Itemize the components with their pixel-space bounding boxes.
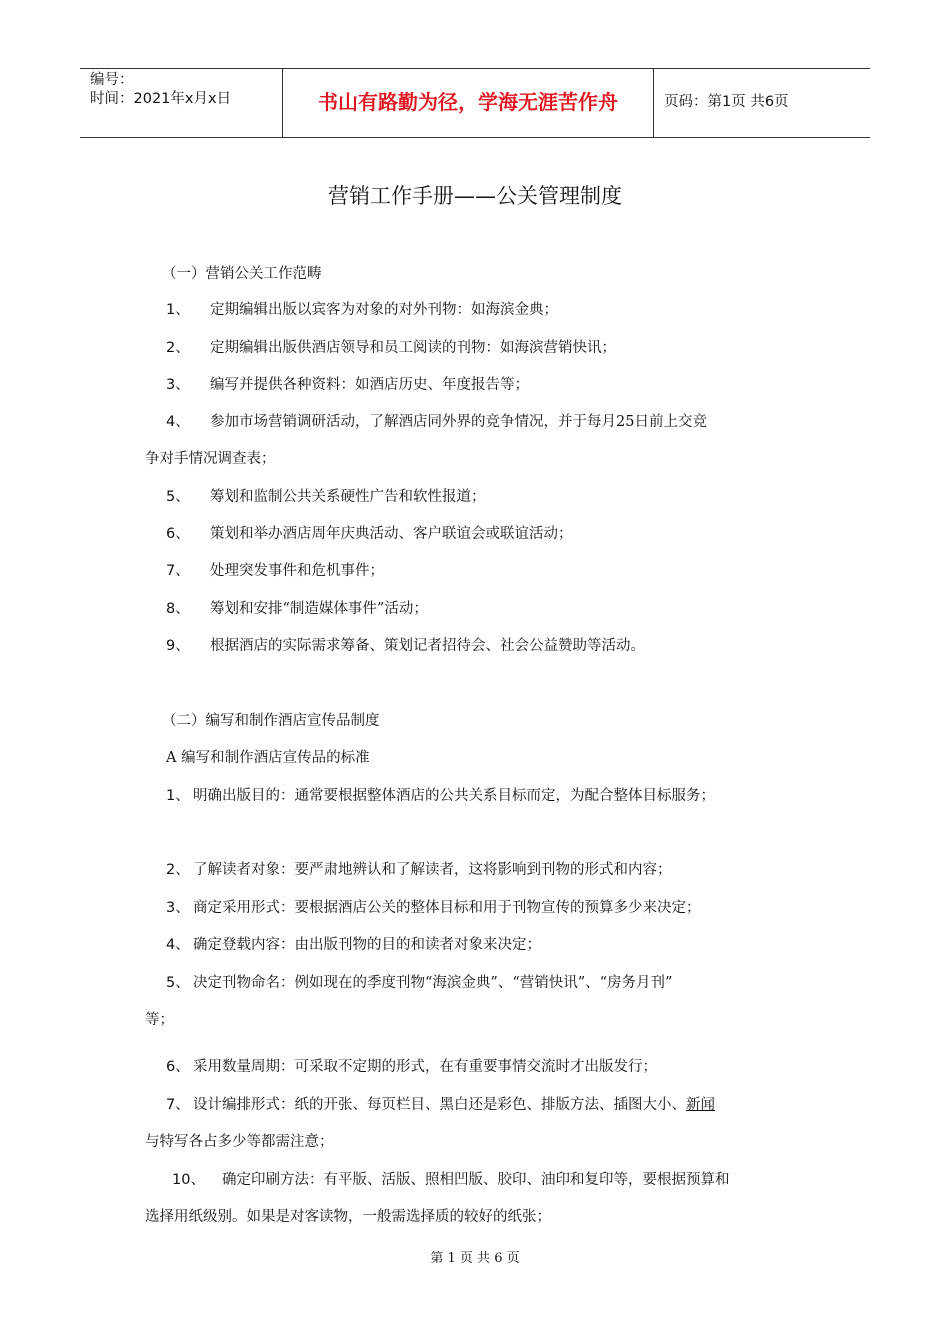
list-item-number: 3、 — [166, 900, 190, 916]
document-date-label: 时间：2021年x月x日 — [90, 91, 232, 107]
list-item-number: 9、 — [166, 638, 190, 654]
document-number-label: 编号： — [90, 72, 134, 88]
list-item-text: 决定刊物命名：例如现在的季度刊物“海滨金典”、“营销快讯”、“房务月刊” — [193, 975, 673, 991]
section1-heading: （一）营销公关工作范畴 — [162, 266, 322, 282]
news-link[interactable]: 新闻 — [686, 1097, 715, 1113]
section2-heading: （二）编写和制作酒店宣传品制度 — [162, 713, 380, 729]
list-item-text: 根据酒店的实际需求筹备、策划记者招待会、社会公益赞助等活动。 — [210, 638, 645, 654]
list-item-number: 8、 — [166, 601, 190, 617]
list-item-text: 编写并提供各种资料：如酒店历史、年度报告等； — [210, 377, 529, 393]
header-meta — [80, 69, 282, 137]
list-item-number: 6、 — [166, 1059, 190, 1075]
list-item-number: 2、 — [166, 340, 190, 356]
list-item-number: 2、 — [166, 862, 190, 878]
list-item-number: 5、 — [166, 975, 190, 991]
list-item-number: 10、 — [172, 1172, 205, 1188]
list-item-text: 筹划和监制公共关系硬性广告和软性报道； — [210, 489, 486, 505]
section2-subheading: A 编写和制作酒店宣传品的标准 — [166, 750, 370, 766]
list-item-number: 5、 — [166, 489, 190, 505]
list-item-number: 6、 — [166, 526, 190, 542]
list-item-text: 确定印刷方法：有平版、活版、照相凹版、胶印、油印和复印等，要根据预算和 — [222, 1172, 730, 1188]
list-item-number: 1、 — [166, 302, 190, 318]
list-item-text: 明确出版目的：通常要根据整体酒店的公共关系目标而定，为配合整体目标服务； — [193, 788, 715, 804]
list-item-text-with-link — [193, 1093, 715, 1114]
list-item-number: 4、 — [166, 937, 190, 953]
list-item-text: 定期编辑出版以宾客为对象的对外刊物：如海滨金典； — [210, 302, 558, 318]
list-item-number: 7、 — [166, 1097, 190, 1113]
list-item-number: 1、 — [166, 788, 190, 804]
list-item-number: 4、 — [166, 414, 190, 430]
list-item-text: 确定登载内容：由出版刊物的目的和读者对象来决定； — [193, 937, 541, 953]
list-item-text: 了解读者对象：要严肃地辨认和了解读者，这将影响到刊物的形式和内容； — [193, 862, 672, 878]
list-item-text: 定期编辑出版供酒店领导和员工阅读的刊物：如海滨营销快讯； — [210, 340, 616, 356]
header-motto: 书山有路勤为径，学海无涯苦作舟 — [282, 69, 654, 137]
list-item-text: 参加市场营销调研活动，了解酒店同外界的竞争情况，并于每月25日前上交竞 — [210, 414, 707, 430]
list-item-text: 设计编排形式：纸的开张、每页栏目、黑白还是彩色、排版方法、插图大小、 — [193, 1097, 686, 1113]
list-item-text: 筹划和安排“制造媒体事件”活动； — [210, 601, 428, 617]
document-title: 营销工作手册——公关管理制度 — [328, 184, 622, 208]
list-item-continuation: 选择用纸级别。如果是对客读物，一般需选择质的较好的纸张； — [145, 1209, 551, 1225]
list-item-number: 3、 — [166, 377, 190, 393]
list-item-text: 策划和举办酒店周年庆典活动、客户联谊会或联谊活动； — [210, 526, 573, 542]
list-item-text: 采用数量周期：可采取不定期的形式，在有重要事情交流时才出版发行； — [193, 1059, 657, 1075]
list-item-continuation: 与特写各占多少等都需注意； — [145, 1134, 334, 1150]
list-item-continuation: 等； — [145, 1012, 174, 1028]
list-item-continuation: 争对手情况调查表； — [145, 451, 276, 467]
page-footer: 第 1 页 共 6 页 — [430, 1251, 520, 1266]
list-item-text: 处理突发事件和危机事件； — [210, 563, 384, 579]
list-item-number: 7、 — [166, 563, 190, 579]
list-item-text: 商定采用形式：要根据酒店公关的整体目标和用于刊物宣传的预算多少来决定； — [193, 900, 701, 916]
header-page-info: 页码：第1页 共6页 — [664, 94, 789, 110]
document-header — [80, 68, 870, 138]
